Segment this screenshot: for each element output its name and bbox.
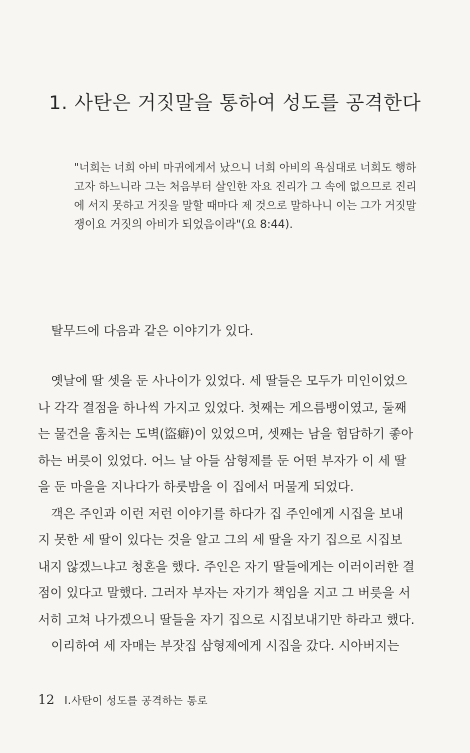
body-line: 점이 있다고 말했다. 그러자 부자는 자기가 책임을 지고 그 버릇을 서 (38, 585, 411, 600)
body-line: 객은 주인과 이런 저런 이야기를 하다가 집 주인에게 시집을 보내 (51, 505, 404, 521)
body-line: 나 각각 결점을 하나씩 가지고 있었다. 첫째는 게으름뱅이였고, 둘째 (38, 399, 407, 415)
body-line: 내지 않겠느냐고 청혼을 했다. 주인은 자기 딸들에게는 이러이러한 결 (38, 558, 415, 574)
body-line: 서히 고쳐 나가겠으니 딸들을 자기 집으로 시집보내기만 하라고 했다. (38, 611, 415, 627)
section-heading: 1. 사탄은 거짓말을 통하여 성도를 공격한다 (48, 92, 422, 114)
intro-line: 탈무드에 다음과 같은 이야기가 있다. (51, 323, 254, 338)
body-line: 지 못한 세 딸이 있다는 것을 알고 그의 세 딸을 자기 집으로 시집보 (38, 532, 403, 547)
page-number: 12 (38, 693, 55, 708)
body-line: 하는 버릇이 있었다. 어느 날 아들 삼형제를 둔 어떤 부자가 이 세 딸 (38, 452, 407, 468)
quote-line: 고자 하느니라 그는 처음부터 살인한 자요 진리가 그 속에 없으므로 진리 (74, 180, 417, 193)
quote-line: "너희는 너희 아비 마귀에게서 났으니 너희 아비의 욕심대로 너희도 행하 (74, 161, 417, 174)
scripture-quote (74, 158, 420, 234)
body-line: 옛날에 딸 셋을 둔 사나이가 있었다. 세 딸들은 모두가 미인이었으 (51, 373, 408, 388)
body-line: 을 둔 마을을 지나다가 하룻밤을 이 집에서 머물게 되었다. (38, 479, 354, 494)
story-paragraph (38, 368, 430, 660)
intro-paragraph (38, 318, 430, 345)
running-chapter-title: I.사탄이 성도를 공격하는 통로 (64, 695, 208, 707)
body-line: 이리하여 세 자매는 부잣집 삼형제에게 시집을 갔다. 시아버지는 (51, 638, 400, 653)
body-line: 는 물건을 훔치는 도벽(盜癖)이 있었으며, 셋째는 남을 험담하기 좋아 (38, 426, 414, 441)
quote-line: 에 서지 못하고 거짓을 말할 때마다 제 것으로 말하나니 이는 그가 거짓말 (74, 199, 417, 212)
quote-line: 쟁이요 거짓의 아비가 되었음이라"(요 8:44). (74, 218, 293, 231)
page-footer (38, 693, 208, 708)
